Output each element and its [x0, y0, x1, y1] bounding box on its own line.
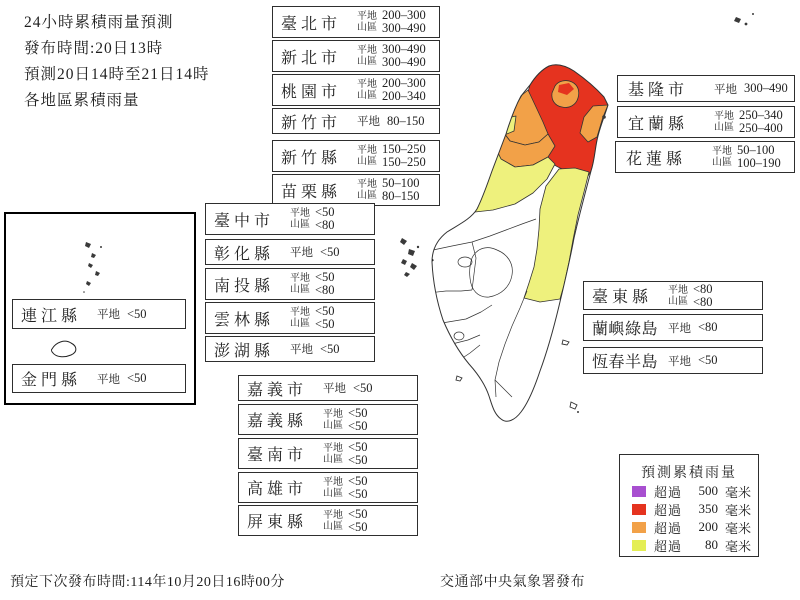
terrain-label-mountain: 山區	[357, 90, 377, 101]
region-name: 新竹縣	[281, 149, 342, 167]
region-name: 雲林縣	[214, 311, 275, 329]
legend-swatch-orange	[632, 522, 646, 533]
region-box-yunlin	[205, 302, 375, 334]
region-name: 新竹市	[281, 114, 342, 132]
issue-time: 發布時間:20日13時	[24, 40, 164, 57]
terrain-label-plain: 平地	[357, 116, 380, 128]
terrain-label-mountain: 山區	[290, 219, 310, 230]
legend-threshold: 350	[698, 501, 719, 516]
terrain-label-plain: 平地	[290, 344, 313, 356]
legend-threshold: 80	[705, 537, 719, 552]
terrain-label-plain: 平地	[290, 247, 313, 259]
rain-value-plain: <50	[315, 270, 335, 284]
terrain-label-plain: 平地	[714, 83, 737, 96]
region-name: 臺中市	[214, 212, 275, 230]
rain-value-plain: 50–100	[737, 143, 775, 157]
rain-value-plain: 250–340	[739, 108, 783, 122]
terrain-label-plain: 平地	[357, 11, 377, 22]
terrain-label-plain: 平地	[290, 307, 310, 318]
region-box-miaoli	[272, 174, 440, 206]
rain-value-plain: <80	[698, 320, 718, 334]
legend-exceed-label: 超過	[654, 502, 683, 518]
terrain-label-plain: 平地	[290, 208, 310, 219]
region-name: 南投縣	[214, 277, 275, 295]
rain-value-mountain: 300–490	[382, 55, 426, 69]
region-name: 彰化縣	[214, 245, 275, 263]
terrain-label-mountain: 山區	[357, 56, 377, 67]
legend-unit: 毫米	[725, 484, 752, 500]
terrain-label-plain: 平地	[323, 509, 343, 521]
region-box-taipei	[272, 6, 440, 38]
region-box-kinmen	[12, 364, 186, 393]
rain-value-plain: 200–300	[382, 8, 426, 22]
terrain-label-plain: 平地	[97, 373, 120, 386]
legend-row	[632, 536, 758, 554]
region-box-yilan	[617, 106, 795, 138]
terrain-label-mountain: 山區	[357, 156, 377, 167]
rain-value-plain: 50–100	[382, 176, 420, 190]
legend-swatch-red	[632, 504, 646, 515]
forecast-window: 預測20日14時至21日14時	[24, 66, 210, 83]
region-name: 臺北市	[281, 15, 342, 33]
terrain-label-mountain: 山區	[323, 487, 343, 499]
issuing-agency: 交通部中央氣象署發布	[440, 575, 585, 590]
legend-row	[632, 518, 758, 536]
region-name: 臺南市	[247, 447, 308, 464]
rain-value-mountain: <50	[348, 486, 368, 501]
region-box-hsinchu-county	[272, 140, 440, 172]
next-release-time: 預定下次發布時間:114年10月20日16時00分	[10, 575, 285, 590]
region-box-chiayi-county	[238, 404, 418, 435]
rain-value-plain: 200–300	[382, 76, 426, 90]
region-box-lanyu-green-island	[583, 314, 763, 341]
terrain-label-mountain: 山區	[323, 419, 343, 431]
rain-value-mountain: 150–250	[382, 155, 426, 169]
region-box-penghu	[205, 336, 375, 362]
rain-value-plain: <50	[320, 341, 340, 356]
terrain-label-plain: 平地	[357, 79, 377, 90]
rain-value-mountain: <80	[693, 294, 713, 309]
terrain-label-mountain: 山區	[357, 190, 377, 201]
terrain-label-plain: 平地	[97, 309, 120, 321]
region-box-new-taipei	[272, 40, 440, 72]
rain-value-plain: <50	[353, 380, 373, 395]
terrain-label-plain: 平地	[357, 145, 377, 156]
region-name: 嘉義市	[247, 381, 308, 399]
terrain-label-plain: 平地	[290, 273, 310, 284]
rain-value-plain: <50	[348, 439, 368, 454]
rain-value-mountain: <50	[348, 452, 368, 467]
rain-value-plain: <50	[127, 371, 147, 385]
terrain-label-plain: 平地	[357, 45, 377, 56]
legend-unit: 毫米	[725, 520, 752, 536]
page-title: 24小時累積雨量預測	[24, 14, 174, 31]
terrain-label-plain: 平地	[323, 442, 343, 454]
rain-value-plain: <50	[348, 405, 368, 420]
region-box-kaohsiung	[238, 472, 418, 503]
terrain-label-plain: 平地	[714, 111, 734, 122]
region-name: 高雄市	[247, 481, 308, 498]
region-box-hualien	[615, 141, 795, 173]
region-name: 金門縣	[21, 372, 82, 389]
region-name: 嘉義縣	[247, 413, 308, 430]
page-title-block	[24, 10, 210, 114]
rain-value-mountain: <50	[348, 418, 368, 433]
region-name: 宜蘭縣	[628, 115, 689, 133]
rain-value-plain: <50	[348, 506, 368, 521]
region-box-taoyuan	[272, 74, 440, 106]
region-box-nantou	[205, 268, 375, 300]
rain-value-plain: <50	[315, 304, 335, 318]
terrain-label-plain: 平地	[323, 408, 343, 420]
region-box-keelung	[617, 75, 795, 102]
legend	[619, 454, 759, 557]
rain-value-plain: <80	[693, 281, 713, 296]
region-name: 桃園市	[281, 83, 342, 101]
rain-value-plain: <50	[320, 244, 340, 259]
terrain-label-mountain: 山區	[712, 157, 732, 168]
rain-value-mountain: 100–190	[737, 156, 781, 170]
terrain-label-mountain: 山區	[323, 453, 343, 465]
rain-value-plain: 150–250	[382, 142, 426, 156]
legend-row	[632, 500, 758, 518]
region-name: 新北市	[281, 49, 342, 67]
rain-value-plain: <50	[127, 306, 147, 321]
region-box-hsinchu-city	[272, 108, 440, 134]
region-box-hengchun-peninsula	[583, 347, 763, 374]
rain-value-mountain: 80–150	[382, 189, 420, 203]
terrain-label-plain: 平地	[712, 146, 732, 157]
region-box-pingtung	[238, 505, 418, 536]
subtitle: 各地區累積雨量	[24, 92, 140, 109]
rain-value-mountain: <80	[315, 218, 335, 232]
region-name: 屏東縣	[247, 514, 308, 531]
terrain-label-plain: 平地	[323, 383, 346, 395]
rain-value-plain: <50	[348, 473, 368, 488]
rain-value-mountain: 300–490	[382, 21, 426, 35]
rain-value-mountain: 200–340	[382, 89, 426, 103]
legend-row	[632, 482, 758, 500]
rain-value-plain: 300–490	[744, 81, 788, 95]
legend-swatch-purple	[632, 486, 646, 497]
terrain-label-mountain: 山區	[668, 295, 688, 307]
region-box-tainan	[238, 438, 418, 469]
rain-value-mountain: 250–400	[739, 121, 783, 135]
rain-value-plain: 300–490	[382, 42, 426, 56]
region-name: 臺東縣	[592, 289, 653, 306]
legend-exceed-label: 超過	[654, 484, 683, 500]
region-name: 苗栗縣	[281, 183, 342, 201]
legend-unit: 毫米	[725, 502, 752, 518]
terrain-label-plain: 平地	[668, 355, 691, 368]
rain-value-plain: <50	[315, 205, 335, 219]
region-name: 蘭嶼綠島	[592, 321, 659, 338]
legend-title: 預測累積雨量	[641, 466, 737, 481]
region-name: 連江縣	[21, 307, 82, 325]
region-box-taichung	[205, 203, 375, 235]
region-box-lienchiang	[12, 299, 186, 329]
rain-value-plain: 80–150	[387, 113, 425, 128]
terrain-label-plain: 平地	[668, 284, 688, 296]
region-box-chiayi-city	[238, 375, 418, 401]
terrain-label-plain: 平地	[668, 322, 691, 335]
terrain-label-plain: 平地	[323, 476, 343, 488]
region-name: 花蓮縣	[626, 150, 687, 168]
legend-exceed-label: 超過	[654, 538, 683, 554]
rain-value-plain: <50	[698, 353, 718, 367]
terrain-label-plain: 平地	[357, 179, 377, 190]
rain-value-mountain: <80	[315, 283, 335, 297]
legend-exceed-label: 超過	[654, 520, 683, 536]
terrain-label-mountain: 山區	[714, 122, 734, 133]
rain-value-mountain: <50	[315, 317, 335, 331]
terrain-label-mountain: 山區	[357, 22, 377, 33]
legend-swatch-yellow	[632, 540, 646, 551]
region-name: 澎湖縣	[214, 342, 275, 360]
region-name: 基隆市	[628, 82, 689, 99]
legend-threshold: 200	[698, 519, 719, 534]
legend-unit: 毫米	[725, 538, 752, 554]
region-box-taitung	[583, 281, 763, 310]
terrain-label-mountain: 山區	[290, 284, 310, 295]
region-box-changhua	[205, 239, 375, 265]
terrain-label-mountain: 山區	[323, 520, 343, 532]
legend-threshold: 500	[698, 483, 719, 498]
terrain-label-mountain: 山區	[290, 318, 310, 329]
region-name: 恆春半島	[592, 354, 659, 371]
rain-value-mountain: <50	[348, 519, 368, 534]
